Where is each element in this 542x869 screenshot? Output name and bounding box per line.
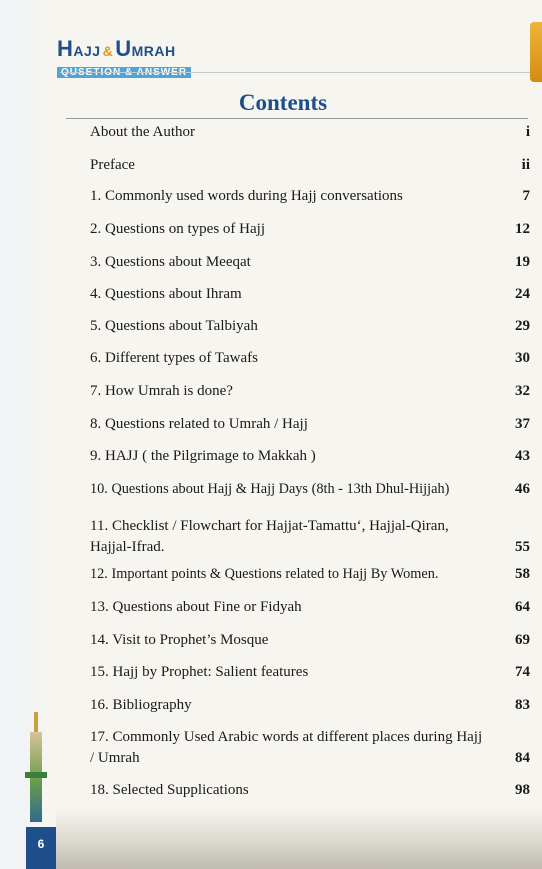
toc-entry-page: 7	[522, 188, 530, 204]
toc-entry-page: 84	[515, 750, 530, 766]
toc-entry-page: 69	[515, 632, 530, 648]
logo-letter-h: H	[57, 36, 74, 61]
toc-entry-page: 12	[515, 221, 530, 237]
toc-entry	[90, 284, 530, 305]
toc-entry	[90, 316, 530, 337]
toc-entry-page: 29	[515, 318, 530, 334]
toc-entry	[90, 155, 530, 176]
toc-entry-label: 8. Questions related to Umrah / Hajj	[90, 416, 308, 432]
toc-entry-page: 83	[515, 697, 530, 713]
toc-entry-label: 10. Questions about Hajj & Hajj Days (8th - 13th Dhul-Hijjah)	[90, 481, 450, 497]
toc-entry-label: 5. Questions about Talbiyah	[90, 318, 258, 334]
toc-entry	[90, 252, 530, 273]
toc-entry-label: 12. Important points & Questions related to Hajj By Women.	[90, 566, 439, 582]
toc-entry	[90, 186, 530, 207]
logo-title	[57, 36, 191, 62]
page-title: Contents	[238, 90, 328, 115]
toc-entry	[90, 564, 530, 585]
logo-text-mrah: MRAH	[131, 43, 176, 59]
toc-entry-label: 17. Commonly Used Arabic words at different places during Hajj / Umrah	[90, 729, 483, 766]
toc-entry-label: About the Author	[90, 124, 195, 140]
toc-entry-page: i	[525, 124, 530, 140]
toc-entry	[90, 727, 530, 769]
toc-entry	[90, 381, 530, 402]
toc-entry-page: 55	[515, 539, 530, 555]
corner-tab-decoration	[530, 22, 542, 82]
page-number: 6	[26, 827, 56, 869]
pilgrims-crowd-image	[56, 807, 542, 869]
toc-entry-label: 14. Visit to Prophet’s Mosque	[90, 632, 269, 648]
toc-entry-label: Preface	[90, 157, 135, 173]
toc-entry-page: 24	[515, 286, 530, 302]
toc-entry-label: 6. Different types of Tawafs	[90, 350, 258, 366]
toc-entry	[90, 597, 530, 618]
toc-entry-label: 3. Questions about Meeqat	[90, 254, 251, 270]
toc-entry	[90, 516, 530, 558]
toc-entry-label: 9. HAJJ ( the Pilgrimage to Makkah )	[90, 448, 316, 464]
toc-entry	[90, 122, 530, 143]
toc-entry-page: 19	[515, 254, 530, 270]
toc-entry-label: 18. Selected Supplications	[90, 782, 249, 798]
toc-entry-page: 98	[515, 782, 530, 798]
toc-entry-label: 1. Commonly used words during Hajj conversations	[90, 188, 403, 204]
toc-entry	[90, 446, 530, 467]
header-divider	[60, 72, 530, 73]
toc-entry	[90, 414, 530, 435]
toc-entry	[90, 780, 530, 801]
logo-text-ajj: AJJ	[73, 43, 101, 59]
toc-entry	[90, 219, 530, 240]
toc-entry-label: 13. Questions about Fine or Fidyah	[90, 599, 302, 615]
toc-entry	[90, 662, 530, 683]
toc-entry	[90, 479, 530, 500]
toc-entry-label: 4. Questions about Ihram	[90, 286, 242, 302]
toc-entry-page: 43	[515, 448, 530, 464]
toc-entry-label: 16. Bibliography	[90, 697, 192, 713]
logo-ampersand: &	[102, 43, 114, 59]
logo-letter-u: U	[115, 36, 132, 61]
toc-entry-page: ii	[521, 157, 530, 173]
toc-entry-label: 11. Checklist / Flowchart for Hajjat-Tamattu‘, Hajjal-Qiran, Hajjal-Ifrad.	[90, 518, 449, 555]
toc-entry-label: 2. Questions on types of Hajj	[90, 221, 265, 237]
toc-entry-page: 46	[515, 481, 530, 497]
book-logo	[57, 36, 191, 80]
toc-entry	[90, 695, 530, 716]
toc-entry-page: 32	[515, 383, 530, 399]
minaret-illustration	[22, 712, 50, 822]
toc-entry-page: 64	[515, 599, 530, 615]
toc-entry-page: 30	[515, 350, 530, 366]
title-divider	[66, 118, 528, 119]
toc-entry-page: 58	[515, 566, 530, 582]
toc-entry-page: 37	[515, 416, 530, 432]
toc-entry-label: 15. Hajj by Prophet: Salient features	[90, 664, 309, 680]
toc-entry	[90, 348, 530, 369]
toc-entry-label: 7. How Umrah is done?	[90, 383, 233, 399]
toc-entry	[90, 630, 530, 651]
toc-entry-page: 74	[515, 664, 530, 680]
